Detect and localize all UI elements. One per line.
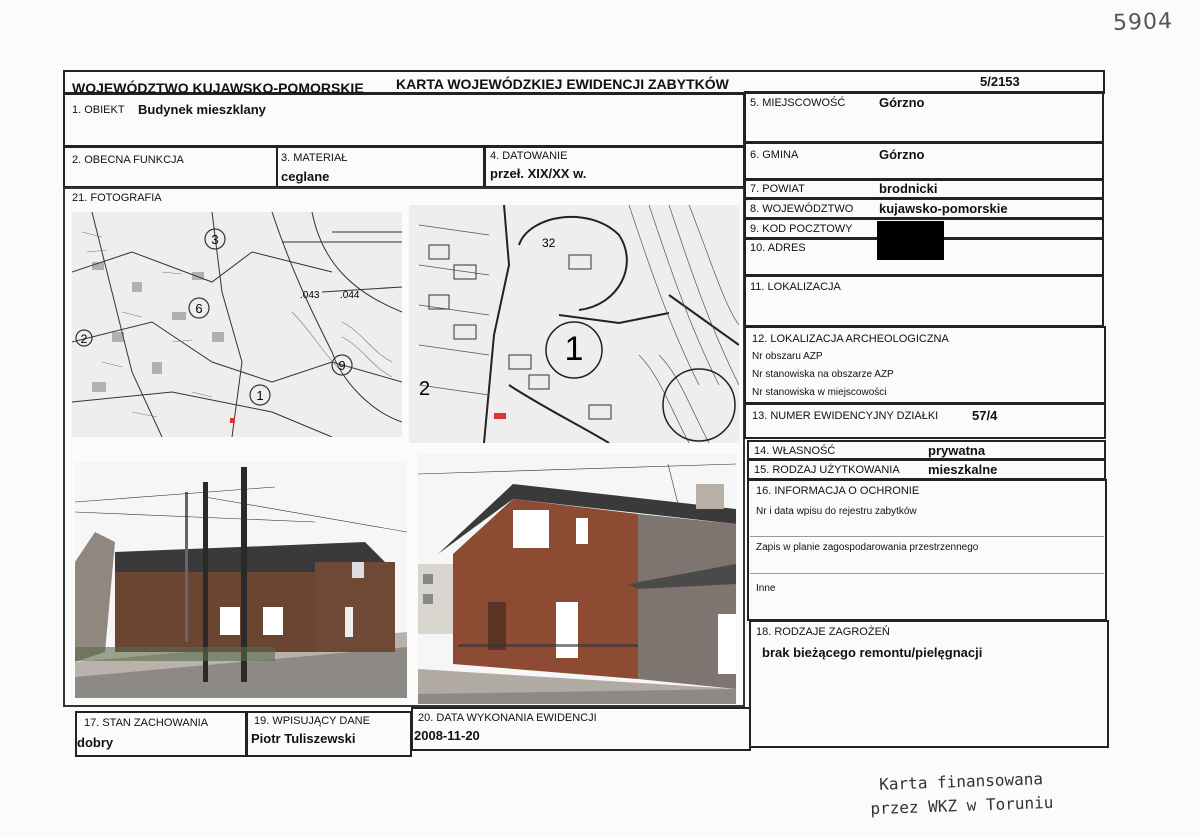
wpisujacy-label: 19. WPISUJĄCY DANE — [254, 715, 370, 727]
map-detail — [409, 205, 739, 443]
miejscowosc-label: 5. MIEJSCOWOŚĆ — [750, 97, 846, 109]
gmina-value: Górzno — [879, 147, 925, 162]
map-label-1: 1 — [256, 388, 264, 403]
map-label-3: 3 — [211, 232, 219, 247]
funding-stamp — [869, 767, 1054, 821]
stamp-line-2: przez WKZ w Toruniu — [870, 792, 1054, 819]
archeo-line3: Nr stanowiska w miejscowości — [752, 387, 887, 398]
wlasnosc-value: prywatna — [928, 443, 986, 458]
wojewodztwo-value: kujawsko-pomorskie — [879, 201, 1008, 216]
map-detail-drawing — [409, 205, 739, 443]
map-overview-drawing — [72, 212, 402, 437]
ochrona-label: 16. INFORMACJA O OCHRONIE — [756, 485, 920, 497]
handwritten-number: 5904 — [1112, 8, 1174, 37]
stan-label: 17. STAN ZACHOWANIA — [84, 717, 209, 729]
adres-label: 10. ADRES — [750, 242, 806, 254]
material-label: 3. MATERIAŁ — [281, 152, 348, 164]
map-coord-044: .044 — [340, 290, 360, 301]
ochrona-line2: Zapis w planie zagospodarowania przestrzennego — [756, 542, 979, 553]
ochrona-line3: Inne — [756, 583, 776, 594]
archeo-line2: Nr stanowiska na obszarze AZP — [752, 369, 894, 380]
map-location-marker — [230, 418, 235, 423]
photo-building-street — [75, 462, 407, 698]
redaction-block — [877, 221, 944, 260]
lokalizacja-label: 11. LOKALIZACJA — [750, 281, 841, 293]
ochrona-divider-2 — [750, 573, 1104, 574]
datowanie-value: przeł. XIX/XX w. — [490, 166, 587, 181]
map-detail-marker — [494, 413, 506, 419]
zagrozenia-value: brak bieżącego remontu/pielęgnacji — [762, 645, 983, 660]
archeo-label: 12. LOKALIZACJA ARCHEOLOGICZNA — [752, 333, 949, 345]
map-coord-043: .043 — [300, 290, 320, 301]
map-overview — [72, 212, 402, 437]
map-label-2: 2 — [80, 332, 88, 346]
dzialka-value: 57/4 — [972, 408, 998, 423]
powiat-label: 7. POWIAT — [750, 183, 805, 195]
obiekt-value: Budynek mieszklany — [138, 102, 266, 117]
powiat-value: brodnicki — [879, 181, 938, 196]
fotografia-label: 21. FOTOGRAFIA — [72, 192, 162, 204]
map-label-6: 6 — [195, 301, 203, 316]
wpisujacy-value: Piotr Tuliszewski — [251, 731, 356, 746]
funkcja-label: 2. OBECNA FUNKCJA — [72, 154, 184, 166]
gmina-label: 6. GMINA — [750, 149, 799, 161]
stan-value: dobry — [77, 735, 114, 750]
material-value: ceglane — [281, 169, 330, 184]
datowanie-label: 4. DATOWANIE — [490, 150, 568, 162]
ochrona-divider-1 — [750, 536, 1104, 537]
map-detail-label-32: 32 — [542, 236, 556, 250]
uzytkowanie-value: mieszkalne — [928, 462, 998, 477]
uzytkowanie-label: 15. RODZAJ UŻYTKOWANIA — [754, 464, 900, 476]
zagrozenia-box — [749, 620, 1109, 748]
data-label: 20. DATA WYKONANIA EWIDENCJI — [418, 712, 597, 724]
zagrozenia-label: 18. RODZAJE ZAGROŻEŃ — [756, 626, 890, 638]
funkcja-box — [63, 146, 278, 188]
card-title: KARTA WOJEWÓDZKIEJ EWIDENCJI ZABYTKÓW — [396, 76, 729, 92]
wlasnosc-label: 14. WŁASNOŚĆ — [754, 445, 836, 457]
dzialka-label: 13. NUMER EWIDENCYJNY DZIAŁKI — [752, 410, 939, 422]
photo-building-corner-drawing — [418, 454, 736, 704]
photo-building-corner — [418, 454, 736, 704]
map-detail-label-2: 2 — [419, 378, 431, 400]
region-heading: WOJEWÓDZTWO KUJAWSKO-POMORSKIE — [72, 80, 364, 96]
stamp-line-1: Karta finansowana — [878, 769, 1044, 794]
kod-label: 9. KOD POCZTOWY — [750, 223, 853, 235]
wojewodztwo-label: 8. WOJEWÓDZTWO — [750, 203, 854, 215]
data-value: 2008-11-20 — [414, 728, 480, 743]
ochrona-line1: Nr i data wpisu do rejestru zabytków — [756, 506, 917, 517]
map-label-9: 9 — [338, 358, 346, 373]
obiekt-label: 1. OBIEKT — [72, 104, 125, 116]
archeo-line1: Nr obszaru AZP — [752, 351, 823, 362]
map-detail-label-1: 1 — [564, 330, 584, 368]
photo-building-street-drawing — [75, 462, 407, 698]
card-number: 5/2153 — [980, 74, 1020, 89]
miejscowosc-value: Górzno — [879, 95, 925, 110]
